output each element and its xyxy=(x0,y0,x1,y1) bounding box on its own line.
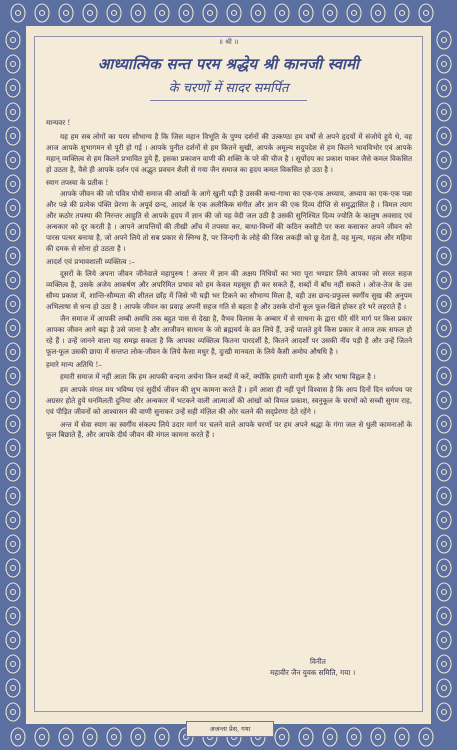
signature-block xyxy=(270,656,420,678)
salutation: मान्यवर ! xyxy=(46,118,71,127)
paragraph: हम आपके मंगल मय भविष्य एवं सुदीर्घ जीवन की शुभ कामना करते हैं । हमें आशा ही नहीं पूर्ण विश्वास है कि आप दिनों दिन धर्मपथ पर अग्रसर होते हुये धनमिलती दुनिया और अन्धकार में भटकने वाली आत्माओं की आंखों को विमल प्रकाश, स्वनुकूल के चरणों को सच्ची सुगम राह, एवं पीड़ित जीवनों को आश्वासन की वाणी सुनाकर उन्हें सही मंज़िल की ओर चलने की सद्प्रेरणा देते रहेंगे । xyxy=(46,384,412,416)
paragraph: दूसरों के लिये अपना जीवन जीनेवाले महापुरुष ! अन्तर में ज्ञान की अक्षय निधियों का भरा पूरा भण्डार लिये आपका जो सरल सहज व्यक्तित्व है, उसके अजेय आकर्षण और अपरिमित प्रभाव को हम केवल महसूस ही कर सकते हैं, शब्दों में बाँध नहीं सकते । ओज-तेज के उस सौम्य प्रकाश में, शान्ति-सौम्यता की शीतल छाँह में जिसे भी घड़ी भर टिकने का सौभाग्य मिला है, वही उस छन्द-प्रफुल्ल स्वर्गीय सुख की अनुपम अभिलाषा से धन्य हो उठा है । आपके जीवन का प्रवाह अपनी सहज गति से बहता है और उसके दोनों कूल फूल-खिले होकर हरे भरे लहराते हैं । xyxy=(46,268,412,311)
section-heading: स्याग तपस्या के प्रतीक ! xyxy=(46,177,109,187)
paragraph: आपके जीवन की जो पवित्र पोथी समाज की आंखों के आगे खुली पड़ी है उसकी कथा-गाथा का एक-एक अध्याय, अध्याय का एक-एक पन्ना और पन्ने की प्रत्येक पंक्ति प्रेरणा के अपूर्व छन्द, आदर्श के एक अलौकिक संगीत और ज्ञान की एक दिव्य दीप्ति से समुद्भासित है । विमल त्याग और कठोर तपस्या की निरन्तर आहुति से आपके हृदय में ज्ञान की जो यह वेदी जल उठी है उसकी सुनिश्चित दिव्य ज्योति के कालुष अवसाद एवं अन्धकार को दूर करती है । आपने आपत्तियों की तीखी आँच में तपस्या कर, बाधा-विघ्नों की कठिन कसौटी पर कस कसाकर अपने जीवन को पारस पत्थर बनाया है, जो अपने लिये तो सब प्रकार से स्निग्ध है, पर जिन्दगी के लोहे की जिस लकड़ी को छू देता है, वह मूल्य, महत्व और महिमा की दमक से सोना हो उठता है । xyxy=(46,189,412,253)
paragraph: जैन समाज में आपकी लम्बी अवधि तक बहुत पास से देखा है, वैभव विलास के अम्बार में से साधना के द्वारा धीरे धीरे मार्ग पर किस प्रकार आपका जीवन आगे बढ़ा है उसे जाना है और आजीवन साधना के जो ब्रह्मचर्य के व्रत लिये हैं, उन्हें पालते हुये किस प्रकार वे आज तक सफल हो रहे हैं । उन्हें जानने वाला यह समझ सकता है कि आपका व्यक्तित्व कितना पारदर्शी है, कितने आदर्शों पर उसकी नींव पड़ी है और उन्हें जितने फूल-फूल उसकी छाया में सन्तप्त लोक-जीवन के लिये कैसा मधुर है, दुःखी मानवता के लिये कैसी अमोघ औषधि है । xyxy=(46,314,413,357)
dedication-title: आध्यात्मिक सन्त परम श्रद्धेय श्री कानजी स्वामी xyxy=(97,55,360,73)
section-heading: हमारे मान्य अतिथि !– xyxy=(46,360,102,370)
section-heading: आदर्श एवं प्रभावशाली व्यक्तित्व :– xyxy=(46,256,135,266)
dedication-subtitle: के चरणों में सादर समर्पित xyxy=(168,81,289,96)
paragraph: यह हम सब लोगों का परम सौभाग्य है कि जिस महान विभूति के पुण्य दर्शनों की उत्कण्ठा हम वर्षों से अपने हृदयों में संजोये हुये थे, वह आज आपके शुभागमन से पूरी हो गई । आपके पुनीत दर्शनों से हम कितने सुखी, आपके अमूल्य सदुपदेश से हम कितने भावविभोर एवं आपके महान् व्यक्तित्व से हम कितने प्रभावित हुये हैं, इसका प्रकाशन वाणी की शक्ति के परे की चीज है । सूर्योदय का प्रकाश पाकर जैसे कमल विकसित हो उठता है, वैसे ही आपके दर्शन एवं अद्भुत प्रवचन शैली से गया जैन समाज का हृदय कमल विकसित हो उठा है । xyxy=(46,131,412,174)
top-mark: ॥ श्री ॥ xyxy=(218,38,239,46)
address-body xyxy=(46,118,412,443)
signature-closing: विनीत xyxy=(310,657,326,666)
paragraph: हमारी समाज में नहीं आता कि हम आपकी वन्दना अर्चना किन शब्दों में करें, क्योंकि हमारी वाणी मूक है और भाषा विह्वल है । xyxy=(60,371,376,381)
press-imprint: अजन्ता प्रेस, गया xyxy=(186,721,274,737)
signature-organization: महावीर जैन युवक समिति, गया । xyxy=(270,668,356,677)
title-divider xyxy=(150,100,307,101)
paragraph: अन्त में सेवा स्याग का स्वर्गीय संकल्प लिये उदार मार्ग पर चलने वाले आपके चरणों पर हम अपने श्रद्धा के गंगा जल से धुली कामनाओं के फूल बिछाते हैं, और आपके दीर्घ जीवन की मंगल कामना करते हैं । xyxy=(46,419,412,440)
